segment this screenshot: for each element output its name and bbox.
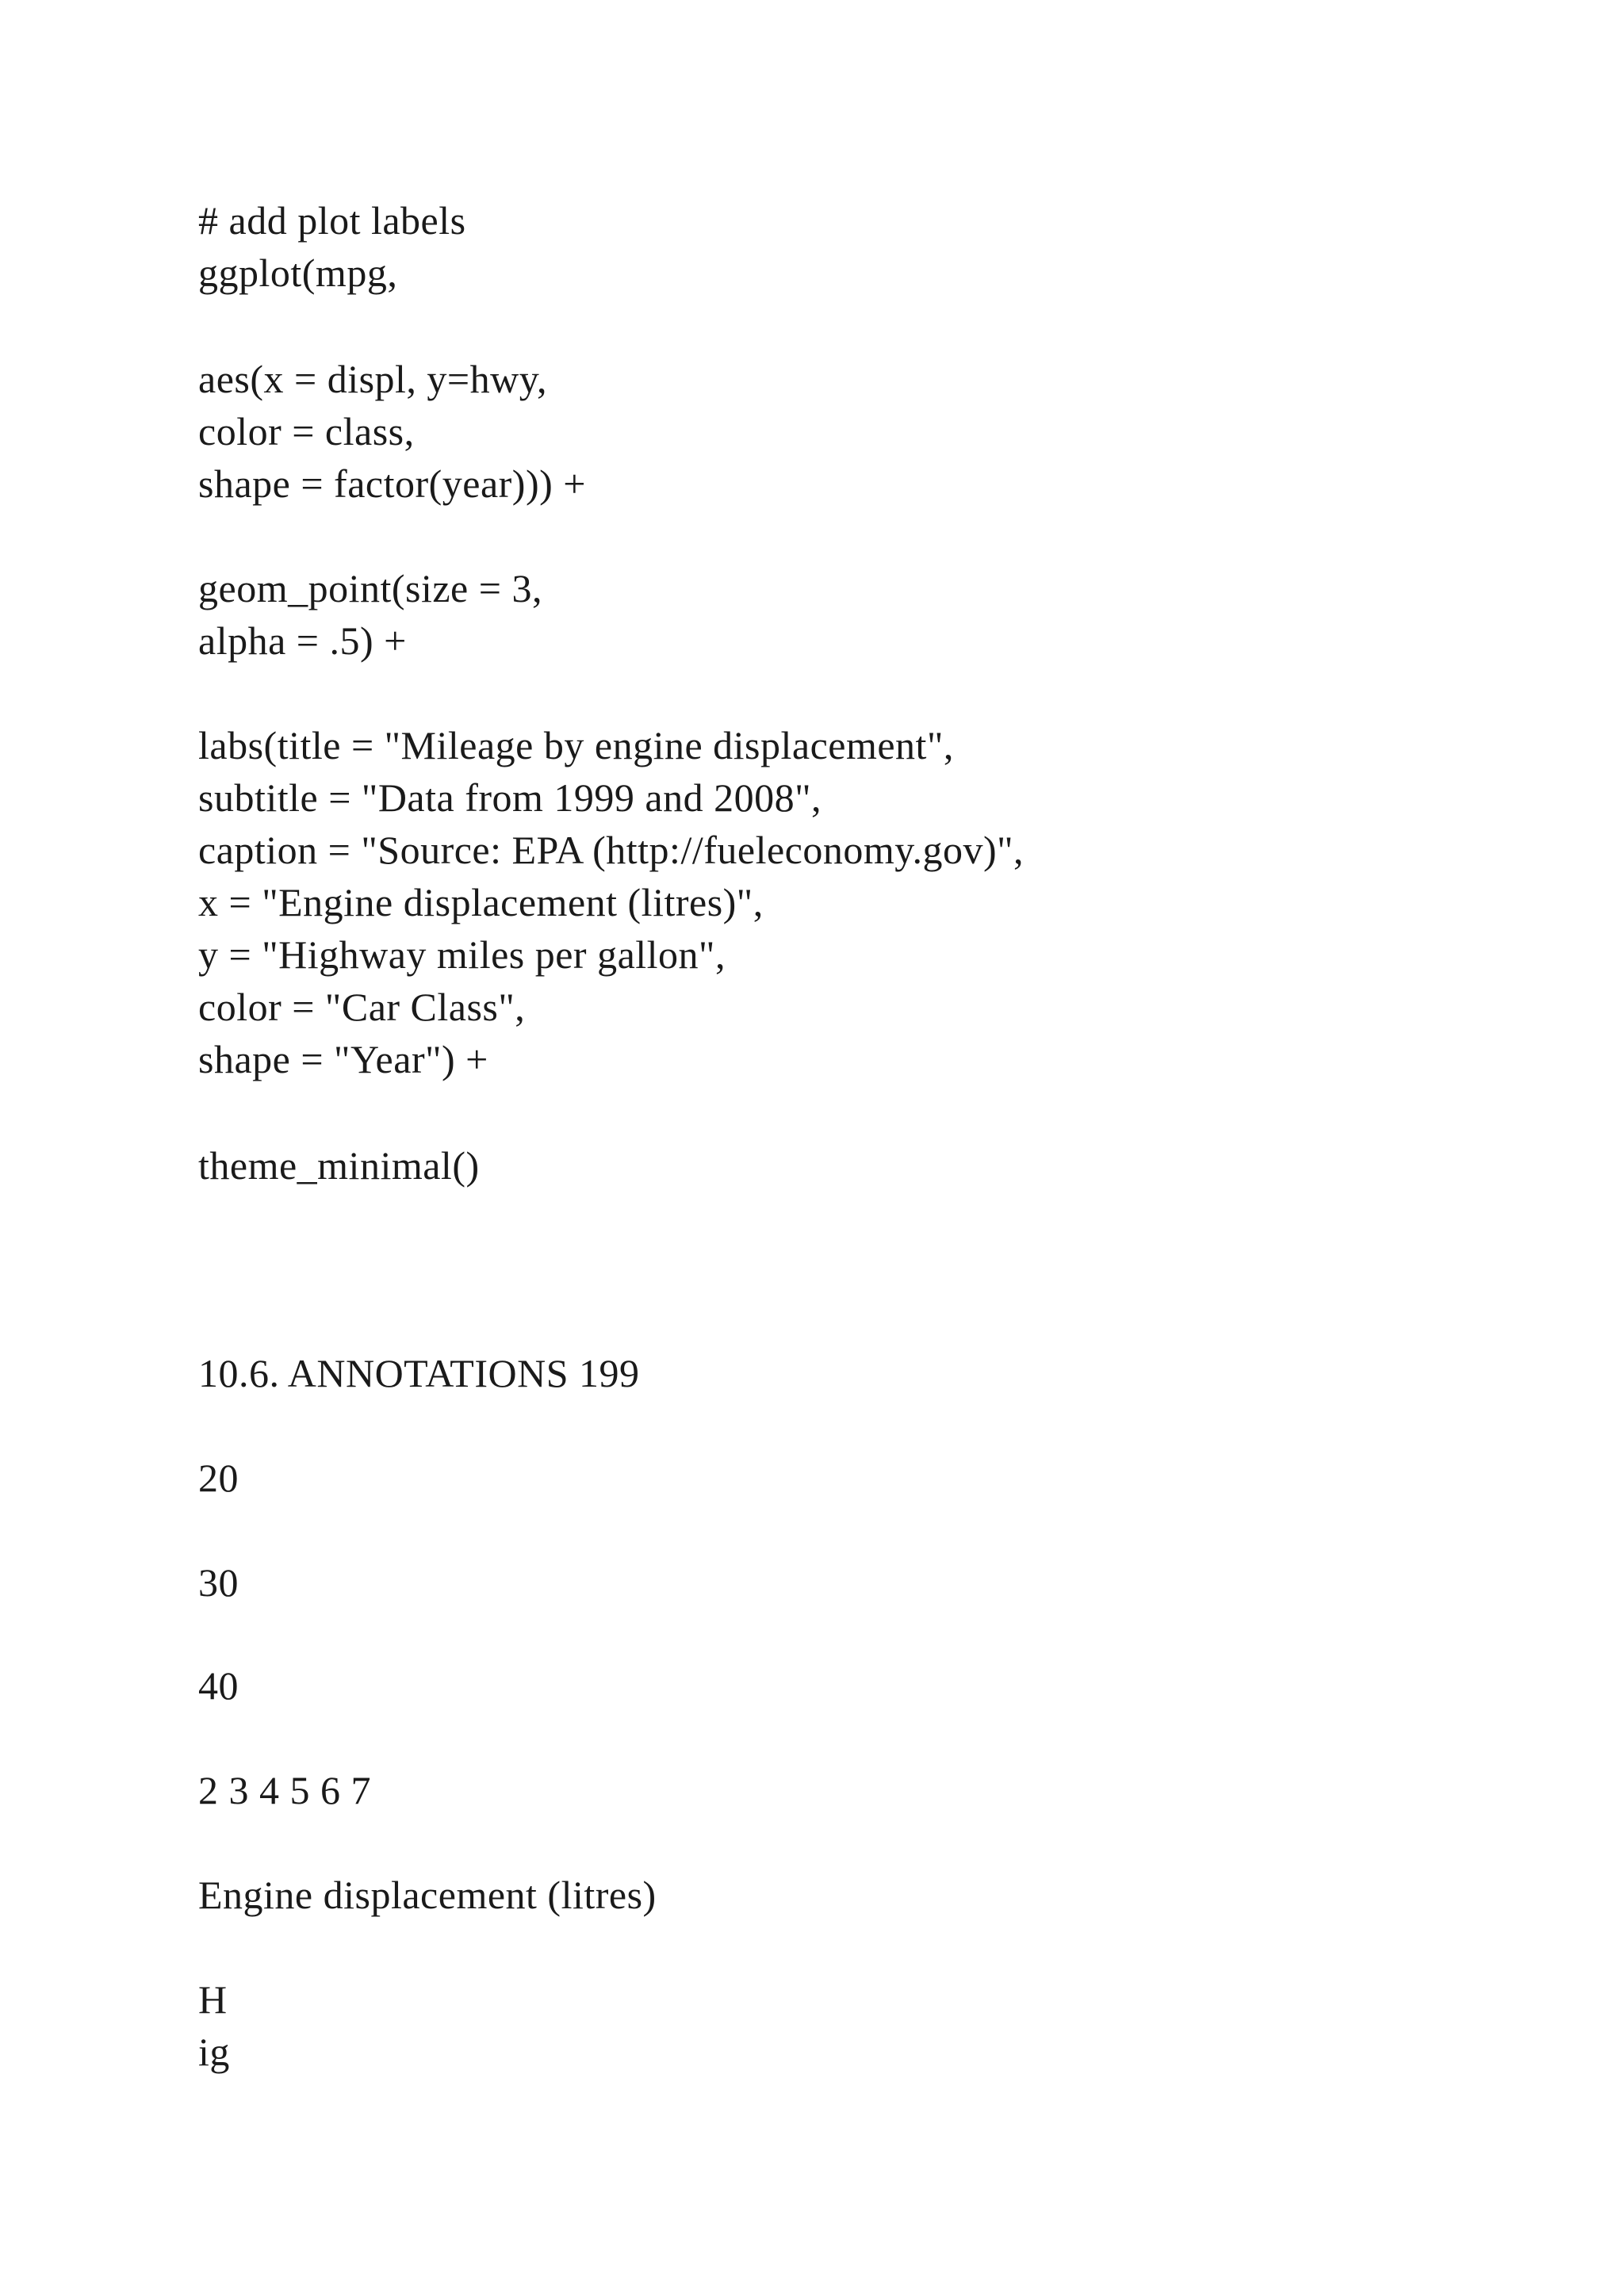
y-axis-label-fragment-1: H (198, 1977, 228, 2022)
code-labs-y: y = "Highway miles per gallon", (198, 932, 726, 977)
code-aes-color: color = class, (198, 409, 415, 453)
code-geom-alpha: alpha = .5) + (198, 618, 407, 663)
code-labs-x: x = "Engine displacement (litres)", (198, 880, 764, 924)
y-tick-40: 40 (198, 1663, 239, 1708)
y-tick-30: 30 (198, 1560, 239, 1605)
x-axis-label: Engine displacement (litres) (198, 1873, 657, 1917)
running-header: 10.6. ANNOTATIONS 199 (198, 1351, 640, 1395)
code-labs-caption: caption = "Source: EPA (http://fueleconomy.gov)", (198, 828, 1025, 872)
code-aes-shape: shape = factor(year))) + (198, 461, 586, 506)
code-labs-shape: shape = "Year") + (198, 1037, 488, 1081)
x-tick-labels: 2 3 4 5 6 7 (198, 1768, 371, 1812)
code-labs-color: color = "Car Class", (198, 985, 526, 1029)
code-comment: # add plot labels (198, 198, 466, 243)
y-axis-label-fragment-2: ig (198, 2030, 230, 2074)
code-ggplot-call: ggplot(mpg, (198, 251, 398, 295)
code-labs-title: labs(title = "Mileage by engine displacement", (198, 723, 954, 767)
code-labs-subtitle: subtitle = "Data from 1999 and 2008", (198, 775, 822, 820)
code-aes-xy: aes(x = displ, y=hwy, (198, 357, 547, 401)
code-theme: theme_minimal() (198, 1143, 480, 1188)
code-geom-point: geom_point(size = 3, (198, 566, 542, 610)
y-tick-20: 20 (198, 1456, 239, 1500)
